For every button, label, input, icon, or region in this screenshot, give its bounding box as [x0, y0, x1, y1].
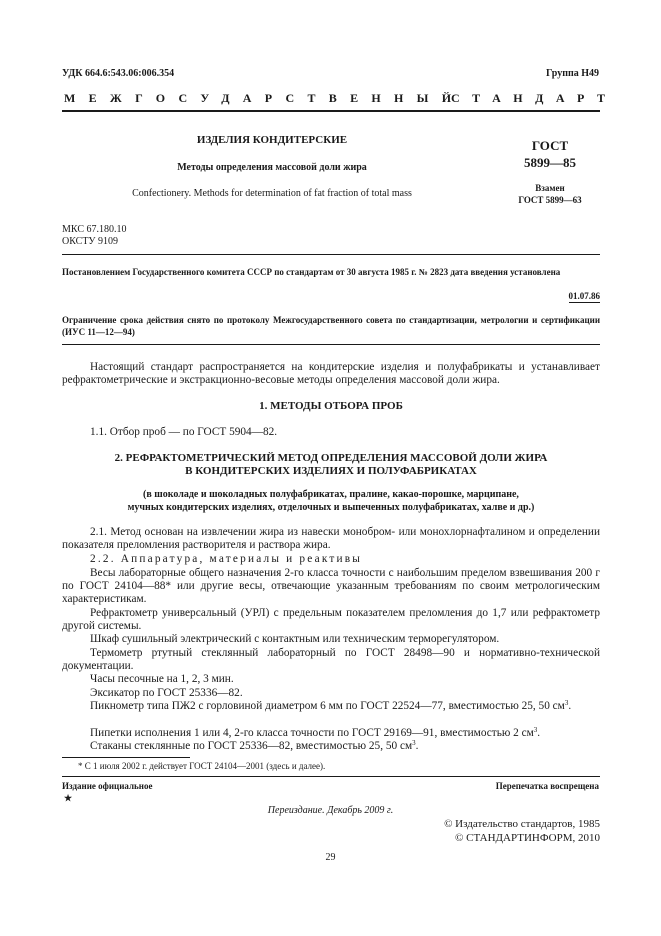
thermometer-paragraph: Термометр ртутный стеклянный лабораторный по ГОСТ 28498—90 и нормативно-технической документации. — [62, 647, 600, 672]
copyright-publisher: © Издательство стандартов, 1985 — [444, 818, 600, 830]
official-edition: Издание официальное — [62, 781, 153, 791]
replaces-label: Взамен — [535, 183, 565, 193]
replaces-gost: ГОСТ 5899—63 — [518, 195, 582, 205]
pipettes-paragraph: Пипетки исполнения 1 или 4, 2-го класса точности по ГОСТ 29169—91, вместимостью 2 $см^3$. — [90, 726, 541, 739]
pipettes-text: Пипетки исполнения 1 или 4, 2-го класса точности по ГОСТ 29169—91, вместимостью 2 см — [90, 727, 534, 739]
oven-paragraph: Шкаф сушильный электрический с контактным или техническим терморегулятором. — [90, 633, 500, 645]
page-number: 29 — [325, 852, 336, 863]
scales-paragraph: Весы лабораторные общего назначения 2-го класса точности с наибольшим пределом взвешивания 200 г по ГОСТ 24104—88* или другие весы, отвечающие указанным требованиям по своим метрологическим характеристикам. — [62, 567, 600, 605]
beakers-unit-exponent: 3 — [412, 739, 416, 747]
decree-text: Постановлением Государственного комитета СССР по стандартам от 30 августа 1985 г. № 2823 дата введения установлена — [62, 267, 561, 277]
paragraph-2-1: 2.1. Метод основан на извлечении жира из навески монобром- или монохлорнафталином и определении показателя преломления растворителя и раствора жира. — [62, 526, 600, 551]
standard-type-left: МЕЖГОСУДАРСТВЕННЫЙ — [64, 91, 465, 105]
reissue-note: Переиздание. Декабрь 2009 г. — [267, 805, 394, 816]
section2-heading-line1: 2. РЕФРАКТОМЕТРИЧЕСКИЙ МЕТОД ОПРЕДЕЛЕНИЯ МАССОВОЙ ДОЛИ ЖИРА — [114, 452, 548, 464]
header-rule — [62, 110, 600, 112]
section1-heading: 1. МЕТОДЫ ОТБОРА ПРОБ — [259, 400, 403, 412]
limitation-note: Ограничение срока действия снято по протоколу Межгосударственного совета по стандартизации, метрологии и сертификации (ИУС 11—12—94) — [62, 315, 600, 337]
group-code: Группа Н49 — [546, 68, 599, 79]
document-title: ИЗДЕЛИЯ КОНДИТЕРСКИЕ — [196, 134, 348, 146]
footnote-rule — [62, 757, 190, 758]
standard-type-right: СТАНДАРТ — [451, 91, 618, 105]
okstu-code: ОКСТУ 9109 — [62, 236, 119, 247]
intro-paragraph: Настоящий стандарт распространяется на кондитерские изделия и полуфабрикаты и устанавливает рефрактометрические и экстракционно-весовые методы определения массовой доли жира. — [62, 361, 600, 386]
gost-number: 5899—85 — [524, 155, 576, 170]
pipettes-unit-exponent: 3 — [533, 726, 538, 734]
document-subtitle: Методы определения массовой доли жира — [177, 162, 367, 173]
star-icon: ★ — [64, 793, 73, 803]
beakers-text: Стаканы стеклянные по ГОСТ 25336—82, вместимостью 25, 50 см — [90, 740, 413, 752]
decree-date: 01.07.86 — [568, 291, 600, 301]
pycnometer-text: Пикнометр типа ПЖ2 с горловиной диаметром 6 мм по ГОСТ 22524—77, вместимостью 25, 50 см — [90, 700, 565, 712]
refractometer-paragraph: Рефрактометр универсальный (УРЛ) с предельным показателем преломления до 1,7 или рефрактометр другой системы. — [62, 607, 600, 632]
footer-rule — [62, 776, 600, 777]
mks-code: МКС 67.180.10 — [62, 224, 127, 235]
hourglass-paragraph: Часы песочные на 1, 2, 3 мин. — [90, 673, 234, 685]
reprint-prohibited: Перепечатка воспрещена — [495, 781, 599, 791]
section1-paragraph: 1.1. Отбор проб — по ГОСТ 5904—82. — [90, 426, 278, 438]
pycnometer-paragraph: Пикнометр типа ПЖ2 с горловиной диаметром 6 мм по ГОСТ 22524—77, вместимостью 25, 50 $см^3$. — [90, 699, 572, 712]
section2-heading-line2: В КОНДИТЕРСКИХ ИЗДЕЛИЯХ И ПОЛУФАБРИКАТАХ — [185, 465, 477, 477]
section2-scope-line2: мучных кондитерских изделиях, отделочных и выпеченных полуфабрикатах, халве и др.) — [127, 502, 535, 513]
copyright-standartinform: © СТАНДАРТИНФОРМ, 2010 — [455, 832, 600, 844]
english-title: Confectionery. Methods for determination of fat fraction of total mass — [132, 188, 412, 199]
desiccator-paragraph: Эксикатор по ГОСТ 25336—82. — [90, 687, 243, 699]
classification-rule — [62, 254, 600, 255]
limitation-rule — [62, 344, 600, 345]
paragraph-2-2: 2.2. Аппаратура, материалы и реактивы — [90, 553, 363, 565]
gost-label: ГОСТ — [531, 138, 569, 153]
footnote: * С 1 июля 2002 г. действует ГОСТ 24104—2001 (здесь и далее). — [78, 761, 326, 771]
pycnometer-unit-exponent: 3 — [564, 699, 569, 707]
section2-scope-line1: (в шоколаде и шоколадных полуфабрикатах, пралине, какао-порошке, марципане, — [143, 489, 519, 500]
udk-code: УДК 664.6:543.06:006.354 — [62, 68, 175, 79]
beakers-paragraph: Стаканы стеклянные по ГОСТ 25336—82, вместимостью 25, 50 $см^3$. — [90, 739, 419, 752]
